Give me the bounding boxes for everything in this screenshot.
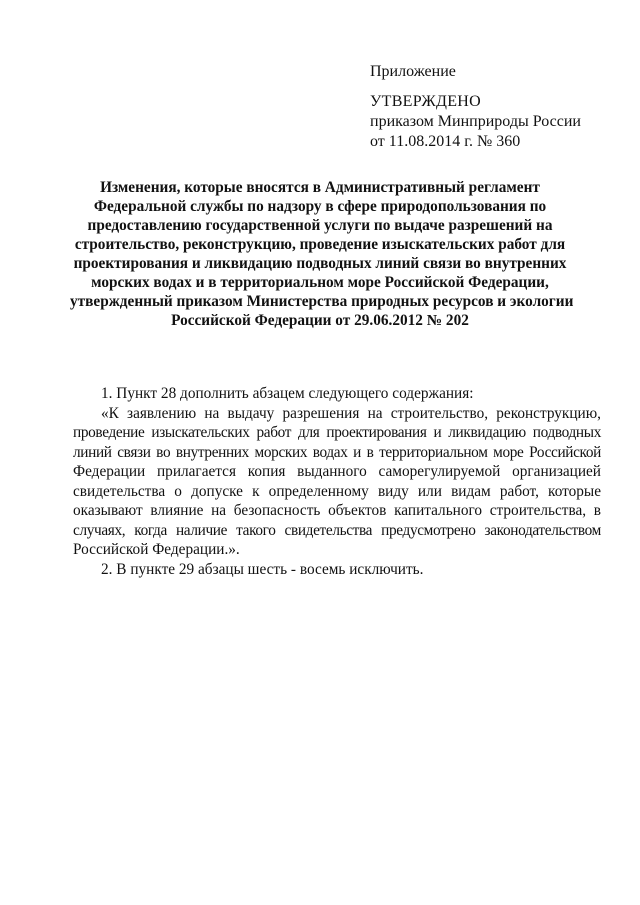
title-line: предоставлению государственной услуги по выдаче разрешений на	[87, 217, 553, 234]
quote-line: случаях, когда наличие такого свидетельства предусмотрено законодательством	[73, 521, 601, 539]
quote-line: Федерации прилагается копия выданного саморегулируемой организацией	[73, 463, 601, 480]
quote-line: линий связи во внутренних морских водах и в территориальном море Российской	[73, 443, 601, 461]
document-title	[70, 178, 574, 330]
quote-line: свидетельства о допуске к определенному виду или видам работ, которые	[73, 482, 601, 500]
quote-line: «К заявлению на выдачу разрешения на строительство, реконструкцию,	[101, 404, 601, 422]
appendix-label: Приложение	[370, 63, 456, 80]
quote-line: Российской Федерации.».	[73, 541, 240, 558]
item-2-paragraph: 2. В пункте 29 абзацы шесть - восемь исключить.	[101, 560, 424, 578]
order-by-label: приказом Минприроды России	[370, 113, 581, 130]
quote-line: проведение изыскательских работ для проектирования и ликвидацию подводных	[73, 424, 601, 441]
title-line: Изменения, которые вносятся в Административный регламент	[100, 179, 540, 196]
quoted-paragraph	[73, 404, 601, 560]
document-body	[73, 384, 601, 579]
title-line: утвержденный приказом Министерства природных ресурсов и экологии	[70, 293, 574, 310]
order-date-number: от 11.08.2014 г. № 360	[370, 133, 521, 150]
approved-label: УТВЕРЖДЕНО	[370, 93, 482, 110]
quote-line: оказывают влияние на безопасность объектов капитального строительства, в	[73, 502, 601, 519]
title-line: морских водах и в территориальном море Российской Федерации,	[91, 274, 549, 291]
item-1-paragraph: 1. Пункт 28 дополнить абзацем следующего содержания:	[101, 385, 474, 402]
approval-block	[370, 62, 610, 152]
title-line: проектирования и ликвидацию подводных линий связи во внутренних	[73, 255, 567, 272]
title-line: Федеральной службы по надзору в сфере природопользования по	[93, 198, 547, 215]
title-line: строительство, реконструкцию, проведение изыскательских работ для	[74, 236, 566, 253]
title-line: Российской Федерации от 29.06.2012 № 202	[171, 312, 469, 329]
